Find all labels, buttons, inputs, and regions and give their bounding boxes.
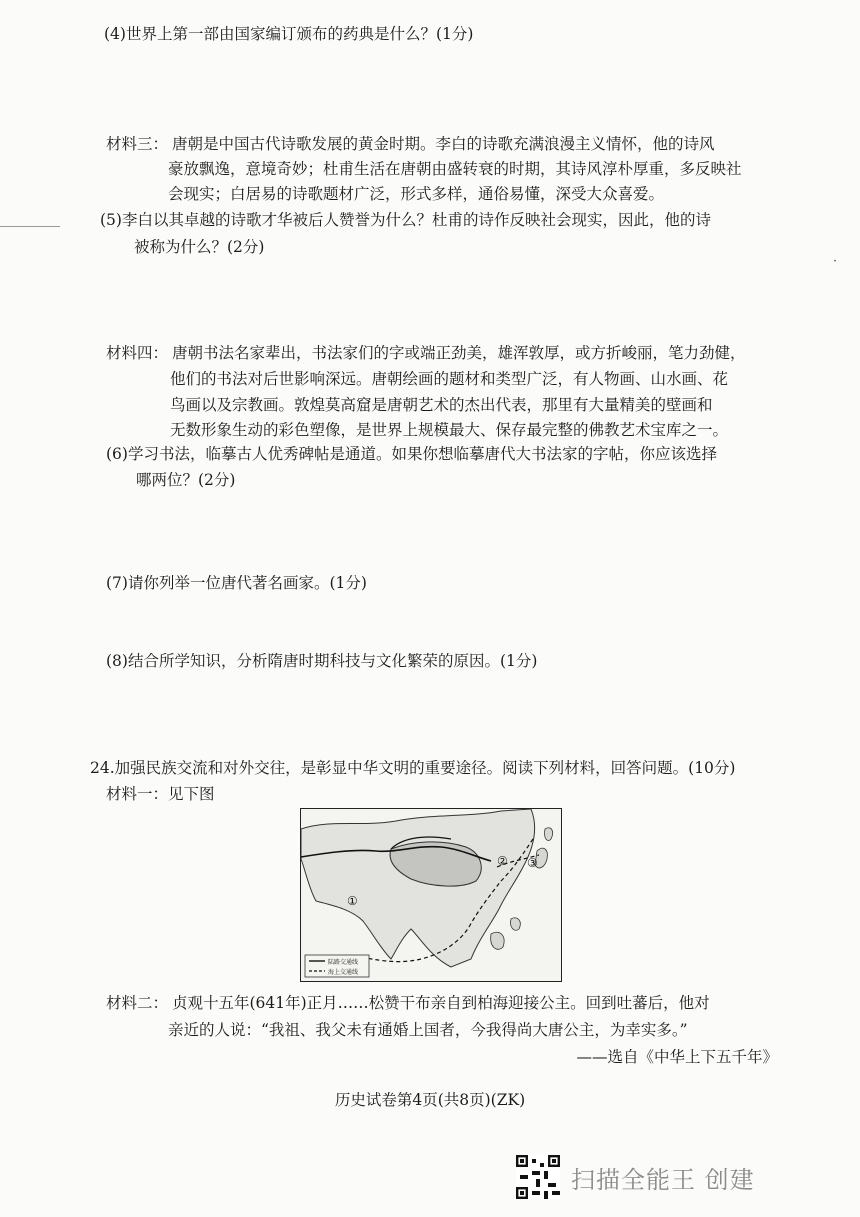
material-3-label: 材料三：: [106, 135, 169, 153]
material-4-line-2: 他们的书法对后世影响深远。唐朝绘画的题材和类型广泛，有人物画、山水画、花: [170, 370, 729, 388]
legend-land-route: 陆路交通线: [328, 959, 359, 966]
material-2-label: 材料二：: [106, 994, 169, 1012]
material-2-line-2: 亲近的人说：“我祖、我父未有通婚上国者，今我得尚大唐公主，为幸实多。”: [168, 1021, 688, 1039]
question-5-line-2: 被称为什么？(2分): [134, 238, 265, 256]
trade-route-map: [300, 808, 562, 982]
material-4-label: 材料四：: [106, 344, 169, 362]
material-3-line-1: 唐朝是中国古代诗歌发展的黄金时期。李白的诗歌充满浪漫主义情怀，他的诗风: [172, 135, 715, 153]
material-4-line-3: 鸟画以及宗教画。敦煌莫高窟是唐朝艺术的杰出代表，那里有大量精美的壁画和: [170, 396, 713, 414]
material-1: 材料一：见下图: [106, 785, 215, 803]
material-3-line-3: 会现实；白居易的诗歌题材广泛，形式多样，通俗易懂，深受大众喜爱。: [168, 185, 665, 203]
question-7: (7)请你列举一位唐代著名画家。(1分): [106, 574, 367, 592]
scan-streak: [0, 226, 60, 227]
question-6-line-1: (6)学习书法，临摹古人优秀碑帖是通道。如果你想临摹唐代大书法家的字帖，你应该选择: [106, 445, 717, 463]
material-4-line-1: 唐朝书法名家辈出，书法家们的字或端正劲美，雄浑敦厚，或方折峻丽，笔力劲健，: [172, 344, 746, 362]
map-marker-3: ③: [527, 856, 538, 870]
material-4-line-4: 无数形象生动的彩色塑像，是世界上规模最大、保存最完整的佛教艺术宝库之一。: [170, 421, 729, 439]
material-3-line-2: 豪放飘逸，意境奇妙；杜甫生活在唐朝由盛转衰的时期，其诗风淳朴厚重，多反映社: [168, 160, 742, 178]
question-8: (8)结合所学知识，分析隋唐时期科技与文化繁荣的原因。(1分): [106, 652, 538, 670]
question-6-line-2: 哪两位？(2分): [136, 471, 236, 489]
scanner-watermark: 扫描全能王 创建: [571, 1166, 755, 1194]
material-2-line-1: 贞观十五年(641年)正月……松赞干布亲自到柏海迎接公主。回到吐蕃后，他对: [172, 994, 710, 1012]
material-2-source: ——选自《中华上下五千年》: [576, 1048, 778, 1066]
map-marker-1: ①: [347, 894, 358, 908]
map-marker-2: ②: [497, 854, 508, 868]
question-5-line-1: (5)李白以其卓越的诗歌才华被后人赞誉为什么？杜甫的诗作反映社会现实，因此，他的诗: [100, 211, 711, 229]
question-4: (4)世界上第一部由国家编订颁布的药典是什么？(1分): [104, 25, 474, 43]
legend-sea-route: 海上交通线: [328, 969, 359, 976]
qr-code-icon: [516, 1155, 560, 1199]
page-footer: 历史试卷第4页(共8页)(ZK): [334, 1091, 526, 1109]
question-24: 24.加强民族交流和对外交往，是彰显中华文明的重要途径。阅读下列材料，回答问题。(10分): [90, 759, 736, 777]
edge-mark: ·: [833, 254, 838, 269]
